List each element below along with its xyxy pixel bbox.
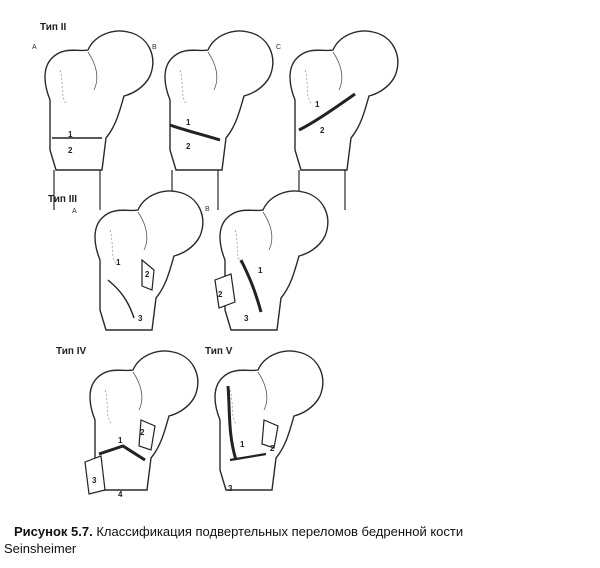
type-iii-a-drawing bbox=[95, 191, 203, 330]
type-iii-b-num-1: 1 bbox=[258, 266, 263, 275]
type-v-drawing bbox=[215, 351, 323, 490]
type-v-label: Тип V bbox=[205, 346, 233, 357]
type-ii-a-num-1: 1 bbox=[68, 130, 73, 139]
type-ii-b-drawing bbox=[165, 31, 273, 210]
type-ii-variant-c: C bbox=[276, 44, 282, 51]
type-ii-c-drawing bbox=[290, 31, 398, 210]
type-iii-b-num-2: 2 bbox=[218, 290, 223, 299]
type-ii-variant-b: B bbox=[152, 44, 157, 51]
type-iii-b-num-3: 3 bbox=[244, 314, 249, 323]
type-iv-num-4: 4 bbox=[118, 490, 123, 499]
type-ii-b-num-2: 2 bbox=[186, 142, 191, 151]
type-v-num-1: 1 bbox=[240, 440, 245, 449]
type-ii-c-num-1: 1 bbox=[315, 100, 320, 109]
type-iii-a-num-1: 1 bbox=[116, 258, 121, 267]
type-iv-num-1: 1 bbox=[118, 436, 123, 445]
type-iv-num-3: 3 bbox=[92, 476, 97, 485]
type-iii-variant-b: B bbox=[205, 206, 210, 213]
type-ii-a-num-2: 2 bbox=[68, 146, 73, 155]
type-ii-label: Тип II bbox=[40, 22, 67, 33]
type-ii-variant-a: A bbox=[32, 44, 37, 51]
figure-caption bbox=[14, 524, 598, 540]
type-iv-label: Тип IV bbox=[56, 346, 87, 357]
type-v-num-3: 3 bbox=[228, 484, 233, 493]
type-iii-b-drawing bbox=[215, 191, 328, 330]
type-ii-c-num-2: 2 bbox=[320, 126, 325, 135]
type-ii-a-drawing bbox=[45, 31, 153, 210]
type-v-num-2: 2 bbox=[270, 444, 275, 453]
type-iv-num-2: 2 bbox=[140, 428, 145, 437]
figure-number: Рисунок 5.7. bbox=[14, 524, 93, 539]
type-iii-a-num-3: 3 bbox=[138, 314, 143, 323]
type-iii-label: Тип III bbox=[48, 194, 78, 205]
type-iv-drawing bbox=[85, 351, 198, 494]
type-iii-variant-a: A bbox=[72, 208, 77, 215]
type-ii-b-num-1: 1 bbox=[186, 118, 191, 127]
caption-author: Seinsheimer bbox=[4, 541, 77, 556]
caption-text: Классификация подвертельных переломов бедренной кости bbox=[96, 524, 464, 539]
type-iii-a-num-2: 2 bbox=[145, 270, 150, 279]
